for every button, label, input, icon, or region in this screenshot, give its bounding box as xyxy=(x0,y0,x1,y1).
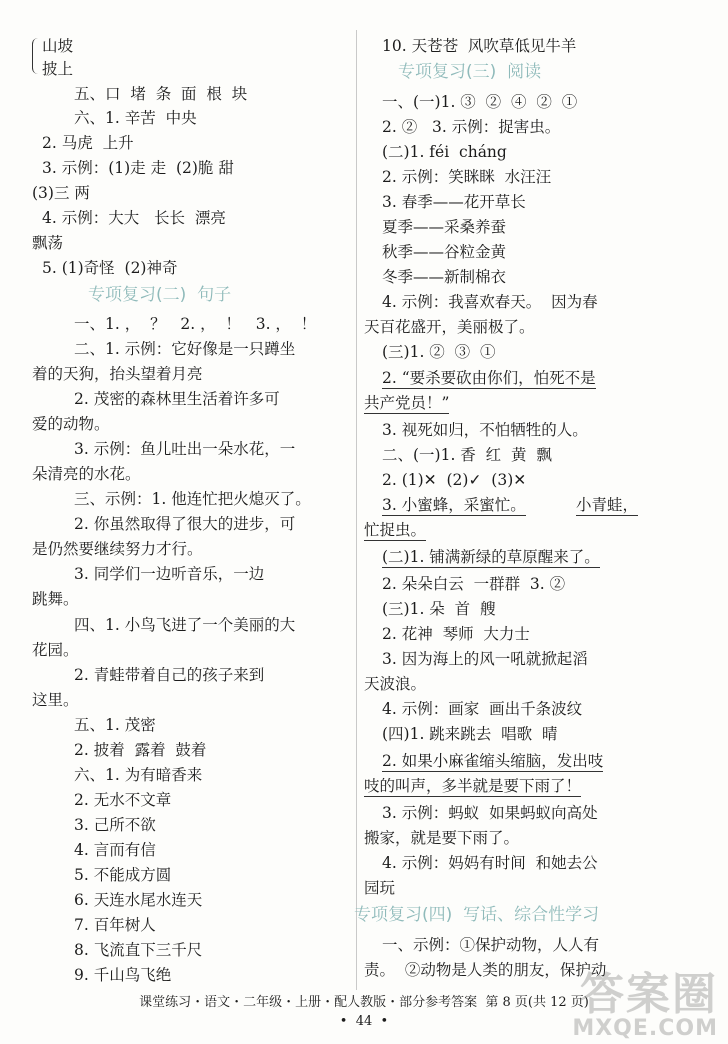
answer-line-underlined xyxy=(364,518,426,542)
answer-line: 4. 示例：我喜欢春天。 因为春 xyxy=(382,293,598,311)
underlined-text: 2. “要杀要砍由你们，怕死不是 xyxy=(382,369,596,387)
underlined-text: (二)1. 铺满新绿的草原醒来了。 xyxy=(382,548,600,566)
answer-line: 2. 无水不文章 xyxy=(74,791,172,809)
answer-line: 3. 示例：(1)走 走 (2)脆 甜 xyxy=(42,159,234,177)
answer-line: 3. 因为海上的风一吼就掀起滔 xyxy=(382,650,588,668)
answer-line: 3. 视死如归，不怕牺牲的人。 xyxy=(382,421,588,439)
answer-line: 天波浪。 xyxy=(364,675,427,693)
answer-line: 爱的动物。 xyxy=(32,415,110,433)
answer-line: 五、口 堵 条 面 根 块 xyxy=(74,85,248,103)
answer-line-underlined xyxy=(382,545,600,569)
answer-line-underlined xyxy=(364,391,449,415)
answer-line: 夏季——采桑养蚕 xyxy=(382,218,507,236)
answer-line: 5. 不能成方圆 xyxy=(74,866,172,884)
answer-line-underlined xyxy=(364,774,581,798)
answer-line-underlined xyxy=(382,493,526,517)
answer-line: 2. (1)✕ (2)✓ (3)✕ xyxy=(382,471,527,489)
answer-line: 3. 同学们一边听音乐，一边 xyxy=(74,565,265,583)
footer-caption: 课堂练习・语文・二年级・上册・配人教版・部分参考答案 第 8 页(共 12 页) xyxy=(139,995,589,1010)
answer-line: 这里。 xyxy=(32,691,79,709)
answer-line: (三)1. ② ③ ① xyxy=(382,343,496,361)
underlined-text: 吱的叫声，多半就是要下雨了！ xyxy=(364,777,582,795)
answer-line: 园玩 xyxy=(364,879,396,897)
answer-line: 飘荡 xyxy=(32,234,64,252)
underlined-text: 忙捉虫。 xyxy=(364,521,427,539)
answer-line: 2. 你虽然取得了很大的进步，可 xyxy=(74,515,296,533)
watermark-text: 答案圈 xyxy=(580,969,718,1020)
answer-line: 是仍然要继续努力才行。 xyxy=(32,540,203,558)
answer-line: 着的天狗，抬头望着月亮 xyxy=(32,365,203,383)
section-title: 专项复习(三) 阅读 xyxy=(398,62,542,82)
watermark-url: MXQE.COM xyxy=(572,1016,718,1041)
answer-line: 2. 青蛙带着自己的孩子来到 xyxy=(74,666,265,684)
answer-line: 2. 茂密的森林里生活着许多可 xyxy=(74,390,280,408)
answer-line: 天百花盛开，美丽极了。 xyxy=(364,318,535,336)
answer-line: 10. 天苍苍 风吹草低见牛羊 xyxy=(382,37,577,55)
answer-line: 花园。 xyxy=(32,641,79,659)
answer-line-underlined xyxy=(382,366,596,390)
answer-line: 7. 百年树人 xyxy=(74,916,156,934)
answer-line: 朵清亮的水花。 xyxy=(32,465,141,483)
answer-line: 搬家，就是要下雨了。 xyxy=(364,829,520,847)
answer-line: 2. 花神 琴师 大力士 xyxy=(382,625,530,643)
answer-line: 3. 示例：鱼儿吐出一朵水花，一 xyxy=(74,440,296,458)
section-title: 专项复习(二) 句子 xyxy=(88,285,232,305)
answer-line: 跳舞。 xyxy=(32,590,79,608)
answer-line: 4. 言而有信 xyxy=(74,841,156,859)
underlined-text: 2. 如果小麻雀缩头缩脑，发出吱 xyxy=(382,752,604,770)
answer-line: 一、示例：①保护动物，人人有 xyxy=(382,936,600,954)
answer-line: 五、1. 茂密 xyxy=(74,716,156,734)
answer-line-underlined xyxy=(382,749,603,773)
column-divider xyxy=(356,30,357,990)
answer-line: (二)1. féi cháng xyxy=(382,143,507,161)
answer-line: 山坡 xyxy=(42,37,74,55)
answer-line: 2. 马虎 上升 xyxy=(42,134,134,152)
answer-line: (3)三 两 xyxy=(32,184,90,202)
answer-line: 责。 ②动物是人类的朋友，保护动 xyxy=(364,961,607,979)
answer-line: 4. 示例：画家 画出千条波纹 xyxy=(382,700,583,718)
answer-line: 3. 示例：蚂蚁 如果蚂蚁向高处 xyxy=(382,804,598,822)
brace-mark xyxy=(32,38,41,74)
underlined-text: 3. 小蜜蜂，采蜜忙。 xyxy=(382,496,526,514)
answer-line: 秋季——谷粒金黄 xyxy=(382,243,507,261)
answer-line: 2. 披着 露着 鼓着 xyxy=(74,741,207,759)
answer-line: 四、1. 小鸟飞进了一个美丽的大 xyxy=(74,616,296,634)
answer-line: 一、(一)1. ③ ② ④ ② ① xyxy=(382,93,578,111)
underlined-text: 小青蛙， xyxy=(576,496,639,514)
answer-line: 披上 xyxy=(42,60,74,78)
underlined-text: 共产党员！” xyxy=(364,394,450,412)
answer-line: 2. ② 3. 示例：捉害虫。 xyxy=(382,118,561,136)
answer-line: 六、1. 为有暗香来 xyxy=(74,766,203,784)
answer-line: 8. 飞流直下三千尺 xyxy=(74,941,203,959)
answer-line: 5. (1)奇怪 (2)神奇 xyxy=(42,259,178,277)
answer-line: 一、1. ， ？ 2. ， ！ 3. ， ！ xyxy=(74,315,317,333)
answer-line: 六、1. 辛苦 中央 xyxy=(74,109,197,127)
answer-line: (三)1. 朵 首 艘 xyxy=(382,600,496,618)
answer-line: 3. 春季——花开草长 xyxy=(382,193,526,211)
page-number: • 44 • xyxy=(339,1014,389,1029)
answer-line: 6. 天连水尾水连天 xyxy=(74,891,203,909)
answer-line: 4. 示例：大大 长长 漂亮 xyxy=(42,209,226,227)
answer-line-underlined xyxy=(576,493,638,517)
answer-line: 冬季——新制棉衣 xyxy=(382,268,507,286)
answer-line: 2. 示例：笑眯眯 水汪汪 xyxy=(382,168,552,186)
answer-line: 3. 己所不欲 xyxy=(74,816,156,834)
watermark-logo xyxy=(572,969,718,1041)
answer-line: 2. 朵朵白云 一群群 3. ② xyxy=(382,575,566,593)
answer-line: 9. 千山鸟飞绝 xyxy=(74,966,172,984)
answer-line: 三、示例：1. 他连忙把火熄灭了。 xyxy=(74,490,311,508)
answer-line: 二、(一)1. 香 红 黄 飘 xyxy=(382,446,552,464)
answer-line: 4. 示例：妈妈有时间 和她去公 xyxy=(382,854,598,872)
answer-line: (四)1. 跳来跳去 唱歌 晴 xyxy=(382,725,558,743)
answer-line: 二、1. 示例：它好像是一只蹲坐 xyxy=(74,340,296,358)
section-title: 专项复习(四) 写话、综合性学习 xyxy=(354,905,600,925)
